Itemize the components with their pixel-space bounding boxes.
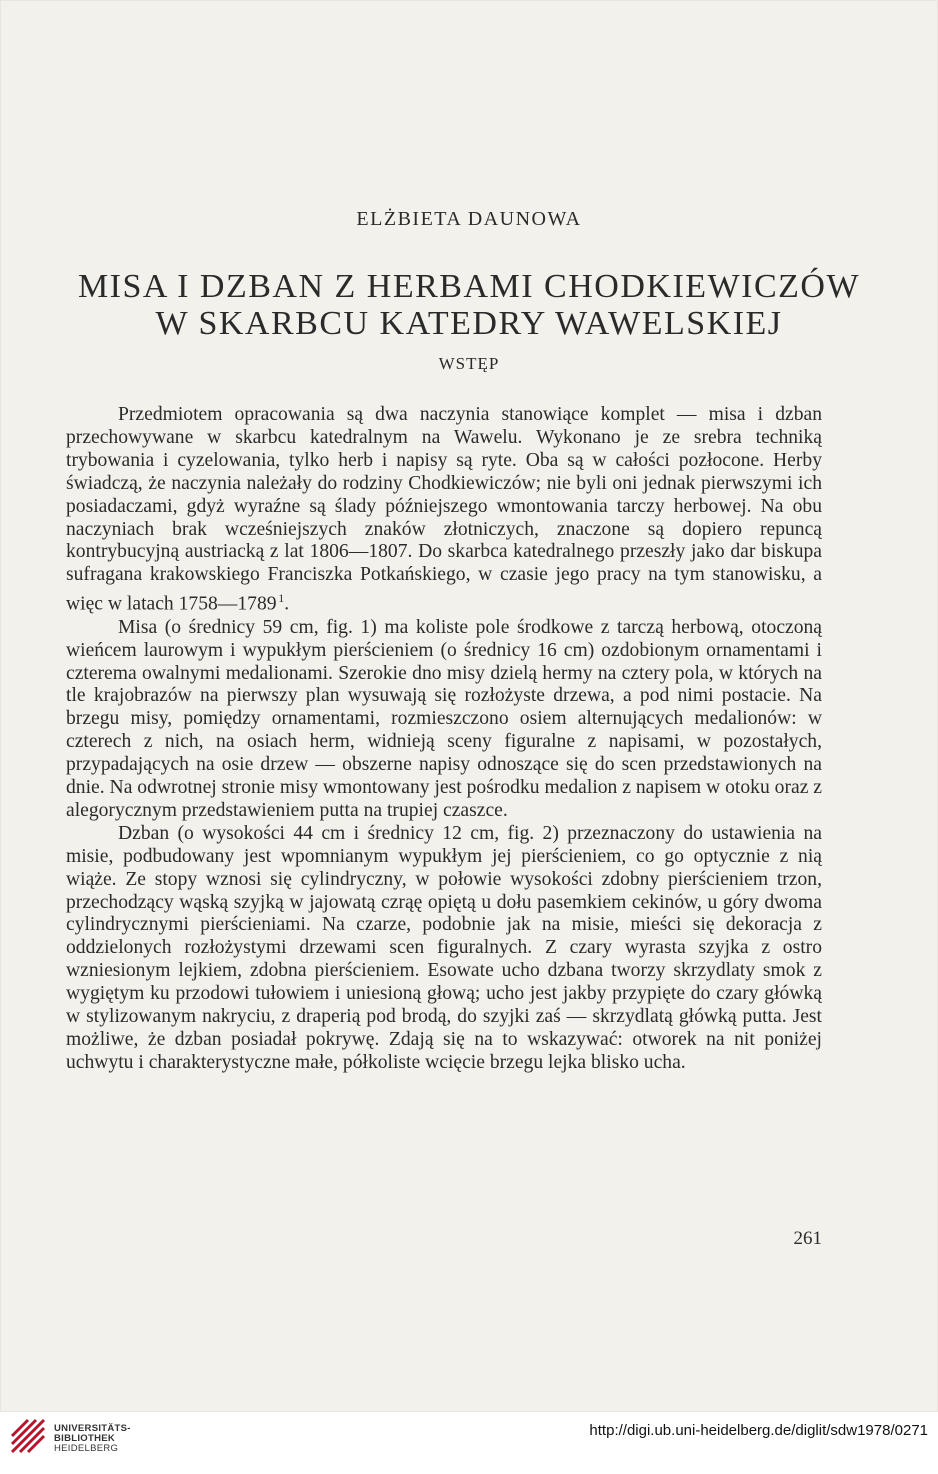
library-logo-icon [8,1416,48,1456]
page-number: 261 [793,1228,822,1249]
article-title [40,268,898,342]
footer-bar [0,1412,938,1474]
title-line-2: W SKARBCU KATEDRY WAWELSKIEJ [155,305,783,342]
source-url-link[interactable]: http://digi.ub.uni-heidelberg.de/diglit/sdw1978/0271 [589,1422,928,1439]
paragraph-2: Misa (o średnicy 59 cm, fig. 1) ma koliste pole środkowe z tarczą herbową, otoczoną wieńcem laurowym i wypukłym pierścieniem (o średnicy 16 cm) ozdobionym ornamentami i czterema owalnymi medalionami. Szerokie dno misy dzielą hermy na cztery pola, w których na tle krajobrazów na pierwszy plan wysuwają się rozłożyste drzewa, a pod nimi postacie. Na brzegu misy, pomiędzy ornamentami, rozmieszczono osiem alternujących medalionów: w czterech z nich, na osiach herm, widnieją sceny figuralne z napisami, w pozostałych, przypadających na osie drzew — obszerne napisy odnoszące się do scen przedstawionych na dnie. Na odwrotnej stronie misy wmontowany jest pośrodku medalion z napisem w otoku oraz z alegorycznym przedstawieniem putta na trupiej czaszce. [66,616,822,821]
paragraph-3: Dzban (o wysokości 44 cm i średnicy 12 cm, fig. 2) przeznaczony do ustawienia na misie, podbudowany jest wpomnianym wypukłym jej pierścieniem, co go optycznie z nią wiąże. Ze stopy wznosi się cylindryczny, w połowie wysokości zdobny pierścieniem trzon, przechodzący wąską szyjką w jajowatą czrąę opiętą u dołu pasemkiem cekinów, u góry dwoma cylindrycznymi pierścieniami. Na czarze, podobnie jak na misie, mieści się dekoracja z oddzielonych rozłożystymi drzewami scen figuralnych. Z czary wyrasta szyjka z ostro wzniesionym lejkiem, zdobna pierścieniem. Esowate ucho dzbana tworzy skrzydlaty smok z wygiętym ku przodowi tułowiem i uniesioną głową; ucho jest jakby przypięte do czary główką w stylizowanym nakryciu, z draperią pod brodą, do szyjki zaś — skrzydlatą główką putta. Jest możliwe, że dzban posiadał pokrywę. Zdają się na to wskazywać: otworek na nit poniżej uchwytu i charakterystyczne małe, półkoliste wcięcie brzegu lejka blisko ucha. [66,822,822,1073]
footnote-reference: 1 [278,591,285,606]
library-logo-text: UNIVERSITÄTS- BIBLIOTHEK HEIDELBERG [54,1423,131,1454]
paragraph-1: Przedmiotem opracowania są dwa naczynia stanowiące komplet — misa i dzban przechowywane w skarbcu katedralnym na Wawelu. Wykonano je ze srebra techniką trybowania i cyzelowania, tylko herb i napisy są ryte. Oba są w całości pozłocone. Herby świadczą, że naczynia należały do rodziny Chodkiewiczów; nie byli oni jednak pierwszymi ich posiadaczami, gdyż wyraźne są ślady późniejszego wmontowania tarczy herbowej. Na obu naczyniach brak wcześniejszych znaków złotniczych, znaczone są dopiero repuncą kontrybucyjną austriacką z lat 1806—1807. Do skarbca katedralnego przeszły jako dar biskupa sufragana krakowskiego Franciszka Potkańskiego, w czasie jego pracy na tym stanowisku, a więc w latach 1758—1789 $^1$. [66,404,822,615]
article-body [66,404,822,1075]
author-name: ELŻBIETA DAUNOWA [356,208,582,230]
title-line-1: MISA I DZBAN Z HERBAMI CHODKIEWICZÓW [77,268,861,305]
section-heading: WSTĘP [438,354,500,373]
